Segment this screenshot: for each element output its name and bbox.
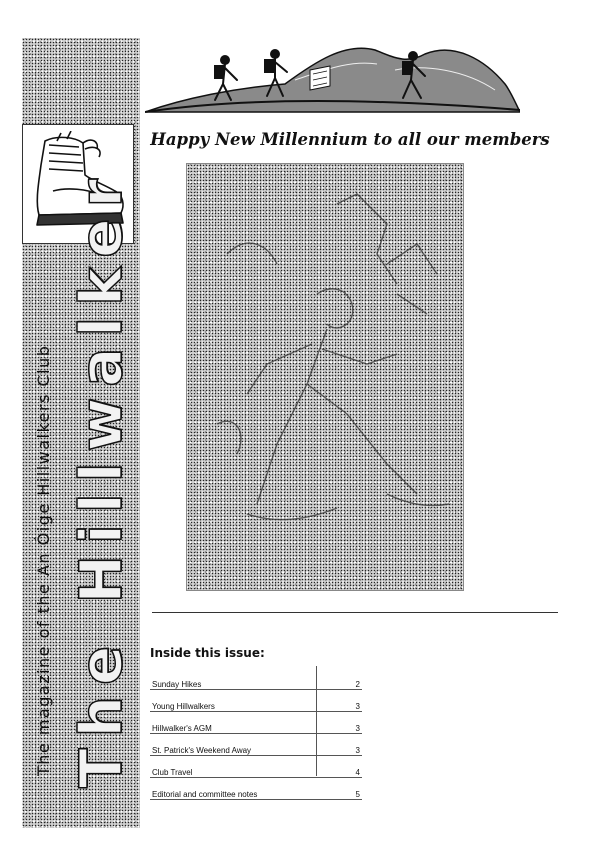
toc-row xyxy=(150,690,362,712)
toc-item-page: 3 xyxy=(355,702,360,711)
magazine-masthead: The Hillwalker xyxy=(67,167,135,788)
toc-row xyxy=(150,712,362,734)
magazine-subtitle: The magazine of the An Óige Hillwalkers Club xyxy=(34,344,53,776)
sketch-hiker-icon xyxy=(187,164,465,592)
toc-row xyxy=(150,756,362,778)
contents-box xyxy=(150,646,362,800)
toc-item-page: 4 xyxy=(355,768,360,777)
toc-item-page: 2 xyxy=(355,680,360,689)
toc-item-title: Hillwalker's AGM xyxy=(152,724,212,733)
hikers-banner xyxy=(145,40,520,125)
toc-column-divider xyxy=(316,666,317,776)
toc-item-page: 3 xyxy=(355,724,360,733)
hikers-on-mountain-icon xyxy=(145,40,520,120)
section-rule xyxy=(152,612,558,613)
contents-heading: Inside this issue: xyxy=(150,646,265,660)
toc-item-page: 3 xyxy=(355,746,360,755)
toc-item-title: Young Hillwalkers xyxy=(152,702,215,711)
toc-item-title: St. Patrick's Weekend Away xyxy=(152,746,252,755)
toc-row xyxy=(150,778,362,800)
toc-row xyxy=(150,734,362,756)
cover-illustration xyxy=(186,163,464,591)
toc-item-page: 5 xyxy=(355,790,360,799)
toc-item-title: Editorial and committee notes xyxy=(152,790,258,799)
toc-item-title: Club Travel xyxy=(152,768,193,777)
toc-item-title: Sunday Hikes xyxy=(152,680,202,689)
toc-row xyxy=(150,668,362,690)
headline: Happy New Millennium to all our members xyxy=(150,130,550,149)
